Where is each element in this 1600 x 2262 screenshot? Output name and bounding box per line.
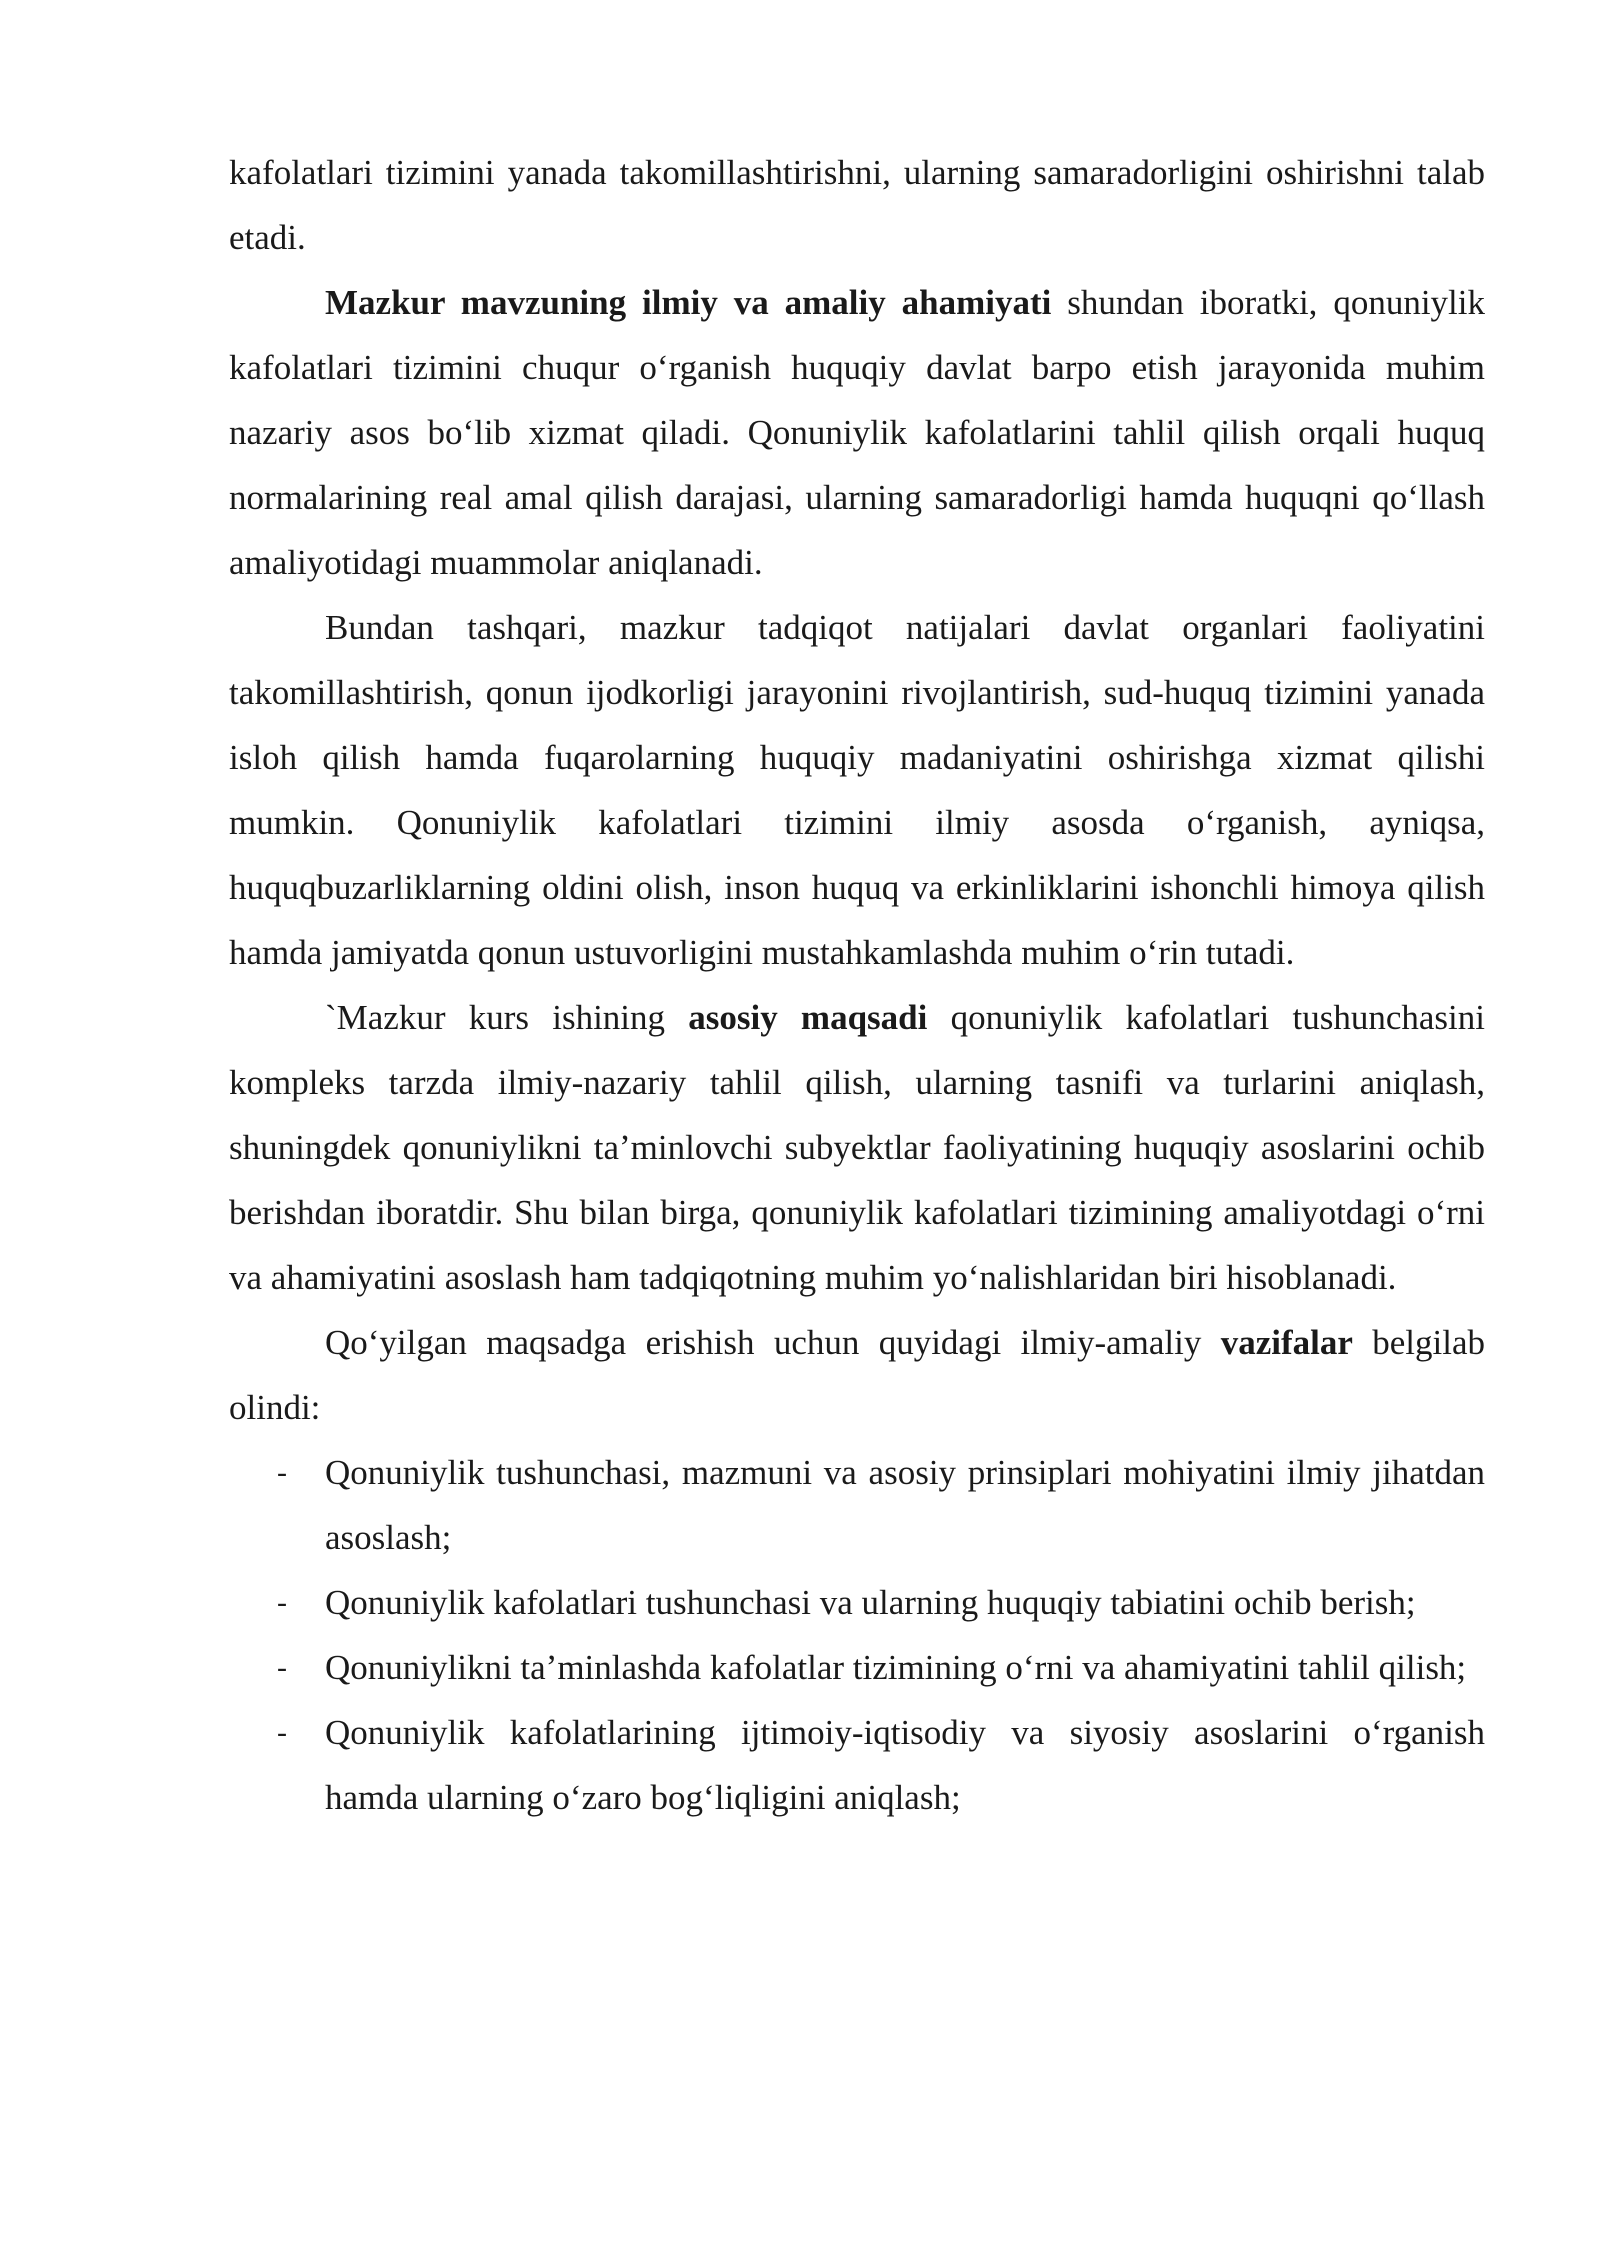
bold-heading-main-goal: asosiy maqsadi bbox=[688, 998, 928, 1037]
paragraph-text: Qoʻyilgan maqsadga erishish uchun quyidagi ilmiy-amaliy bbox=[325, 1323, 1221, 1362]
paragraph-additional bbox=[229, 595, 1485, 985]
list-item bbox=[229, 1570, 1485, 1635]
list-item-text: Qonuniylik kafolatlarining ijtimoiy-iqtisodiy va siyosiy asoslarini oʻrganish hamda ularning oʻzaro bogʻliqligini aniqlash; bbox=[325, 1713, 1485, 1817]
list-item bbox=[229, 1440, 1485, 1570]
paragraph-text: `Mazkur kurs ishining bbox=[325, 998, 689, 1037]
paragraph-significance bbox=[229, 270, 1485, 595]
document-page bbox=[229, 140, 1485, 1830]
list-item bbox=[229, 1700, 1485, 1830]
list-dash: - bbox=[277, 1456, 287, 1489]
paragraph-intro-continuation bbox=[229, 140, 1485, 270]
list-dash: - bbox=[277, 1716, 287, 1749]
list-dash: - bbox=[277, 1651, 287, 1684]
list-item-text: Qonuniylik tushunchasi, mazmuni va asosiy prinsiplari mohiyatini ilmiy jihatdan asoslash; bbox=[325, 1453, 1485, 1557]
list-item bbox=[229, 1635, 1485, 1700]
paragraph-main-goal bbox=[229, 985, 1485, 1310]
paragraph-text: belgilab olindi: bbox=[229, 1323, 1485, 1427]
paragraph-text: kafolatlari tizimini yanada takomillashtirishni, ularning samaradorligini oshirishni talab etadi. bbox=[229, 153, 1485, 257]
paragraph-tasks-intro bbox=[229, 1310, 1485, 1440]
paragraph-text: shundan iboratki, qonuniylik kafolatlari tizimini chuqur oʻrganish huquqiy davlat barpo etish jarayonida muhim nazariy asos boʻlib xizmat qiladi. Qonuniylik kafolatlarini tahlil qilish orqali huquq normalarining real amal qilish darajasi, ularning samaradorligi hamda huquqni qoʻllash amaliyotidagi muammolar aniqlanadi. bbox=[229, 283, 1485, 582]
bold-heading-significance: Mazkur mavzuning ilmiy va amaliy ahamiyati bbox=[325, 283, 1052, 322]
list-item-text: Qonuniylikni taʼminlashda kafolatlar tizimining oʻrni va ahamiyatini tahlil qilish; bbox=[325, 1648, 1467, 1687]
list-dash: - bbox=[277, 1586, 287, 1619]
list-item-text: Qonuniylik kafolatlari tushunchasi va ularning huquqiy tabiatini ochib berish; bbox=[325, 1583, 1416, 1622]
paragraph-text: qonuniylik kafolatlari tushunchasini kompleks tarzda ilmiy-nazariy tahlil qilish, ularning tasnifi va turlarini aniqlash, shuningdek qonuniylikni taʼminlovchi subyektlar faoliyatining huquqiy asoslarini ochib berishdan iboratdir. Shu bilan birga, qonuniylik kafolatlari tizimining amaliyotdagi oʻrni va ahamiyatini asoslash ham tadqiqotning muhim yoʻnalishlaridan biri hisoblanadi. bbox=[229, 998, 1485, 1297]
task-list bbox=[229, 1440, 1485, 1830]
paragraph-text: Bundan tashqari, mazkur tadqiqot natijalari davlat organlari faoliyatini takomillashtirish, qonun ijodkorligi jarayonini rivojlantirish, sud-huquq tizimini yanada isloh qilish hamda fuqarolarning huquqiy madaniyatini oshirishga xizmat qilishi mumkin. Qonuniylik kafolatlari tizimini ilmiy asosda oʻrganish, ayniqsa, huquqbuzarliklarning oldini olish, inson huquq va erkinliklarini ishonchli himoya qilish hamda jamiyatda qonun ustuvorligini mustahkamlashda muhim oʻrin tutadi. bbox=[229, 608, 1485, 972]
bold-heading-tasks: vazifalar bbox=[1220, 1323, 1353, 1362]
